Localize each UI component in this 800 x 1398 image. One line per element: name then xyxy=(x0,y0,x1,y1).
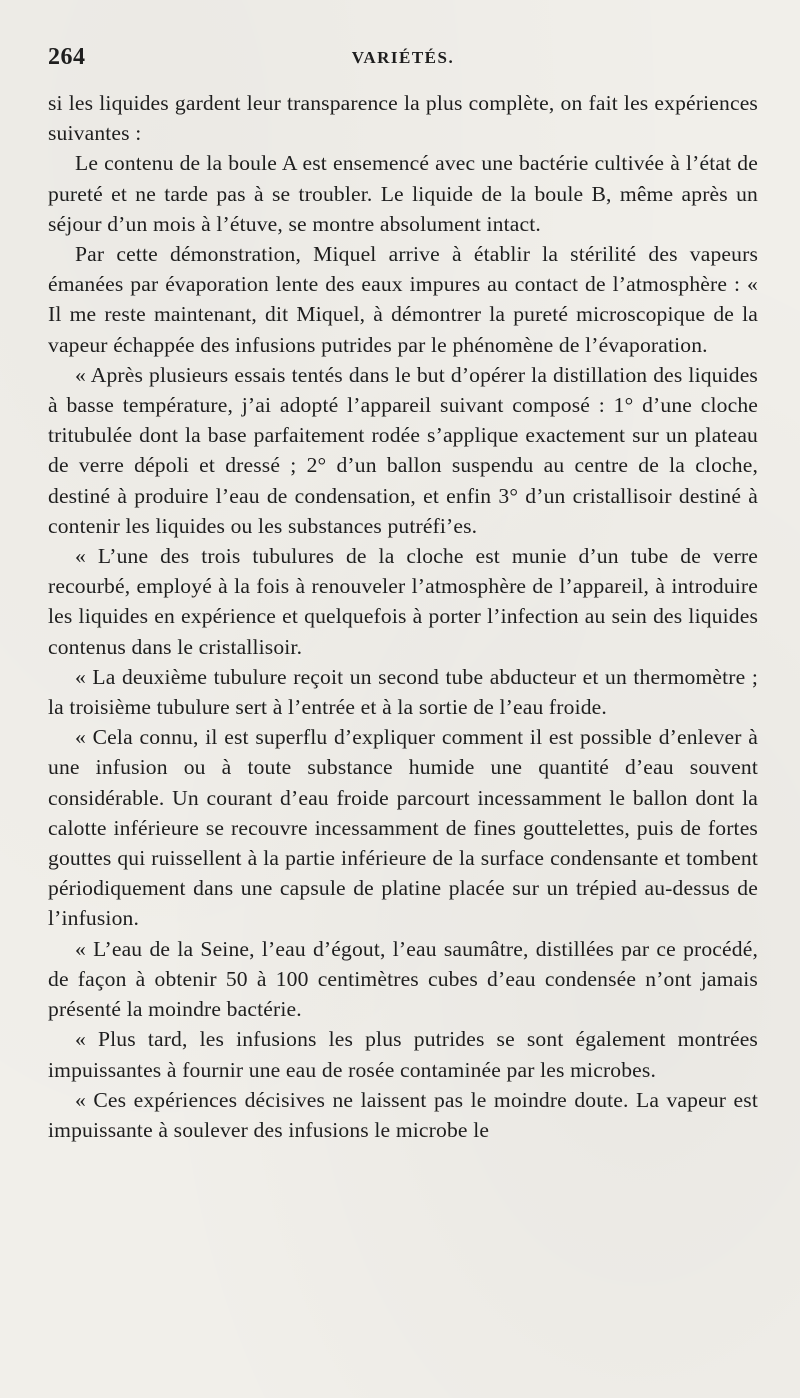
body-text xyxy=(48,88,758,1145)
section-title: VARIÉTÉS. xyxy=(351,48,455,67)
paragraph: « La deuxième tubulure reçoit un second tube abducteur et un thermomètre ; la troisième tubulure sert à l’entrée et à la sortie de l’eau froide. xyxy=(48,664,758,720)
paragraph: si les liquides gardent leur transparence la plus complète, on fait les expériences suivantes : xyxy=(48,91,758,146)
paragraph: « L’eau de la Seine, l’eau d’égout, l’eau saumâtre, distillées par ce procédé, de façon à obtenir 50 à 100 centimètres cubes d’eau condensée n’ont jamais présenté la moindre bactérie. xyxy=(48,936,758,1022)
paragraph: Par cette démonstration, Miquel arrive à établir la stérilité des vapeurs émanées par évaporation lente des eaux impures au contact de l’atmosphère : « Il me reste maintenant, dit Miquel, à démontrer la pureté microscopique de la vapeur échappée des infusions putrides par le phénomène de l’évaporation. xyxy=(48,242,758,357)
paragraph: « Plus tard, les infusions les plus putrides se sont également montrées impuissantes à fournir une eau de rosée contaminée par les microbes. xyxy=(48,1027,758,1082)
paragraph: « L’une des trois tubulures de la cloche est munie d’un tube de verre recourbé, employé à la fois à renouveler l’atmosphère de l’appareil, à introduire les liquides en expérience et quelquefois à porter l’infection au sein des liquides contenus dans le cristallisoir. xyxy=(48,544,758,659)
running-header xyxy=(48,44,758,74)
paragraph: « Cela connu, il est superflu d’expliquer comment il est possible d’enlever à une infusion ou à toute substance humide une quantité d’eau souvent considérable. Un courant d’eau froide parcourt incessamment le ballon dont la calotte inférieure se recouvre incessamment de fines gouttelettes, puis de fortes gouttes qui ruissellent à la partie inférieure de la surface condensante et tombent périodiquement dans une capsule de platine placée sur un trépied au-dessus de l’infusion. xyxy=(48,725,758,931)
paragraph: « Ces expériences décisives ne laissent pas le moindre doute. La vapeur est impuissante à soulever des infusions le microbe le xyxy=(48,1087,758,1142)
page-number: 264 xyxy=(48,44,86,70)
paragraph: « Après plusieurs essais tentés dans le but d’opérer la distillation des liquides à basse température, j’ai adopté l’appareil suivant composé : 1° d’une cloche tritubulée dont la base parfaitement rodée s’applique exactement sur un plateau de verre dépoli et dressé ; 2° d’un ballon suspendu au centre de la cloche, destiné à produire l’eau de condensation, et enfin 3° d’un cristallisoir destiné à contenir les liquides ou les substances putréfi’es. xyxy=(48,362,758,538)
paragraph: Le contenu de la boule A est ensemencé avec une bactérie cultivée à l’état de pureté et ne tarde pas à se troubler. Le liquide de la boule B, même après un séjour d’un mois à l’étuve, se montre absolument intact. xyxy=(48,151,758,236)
